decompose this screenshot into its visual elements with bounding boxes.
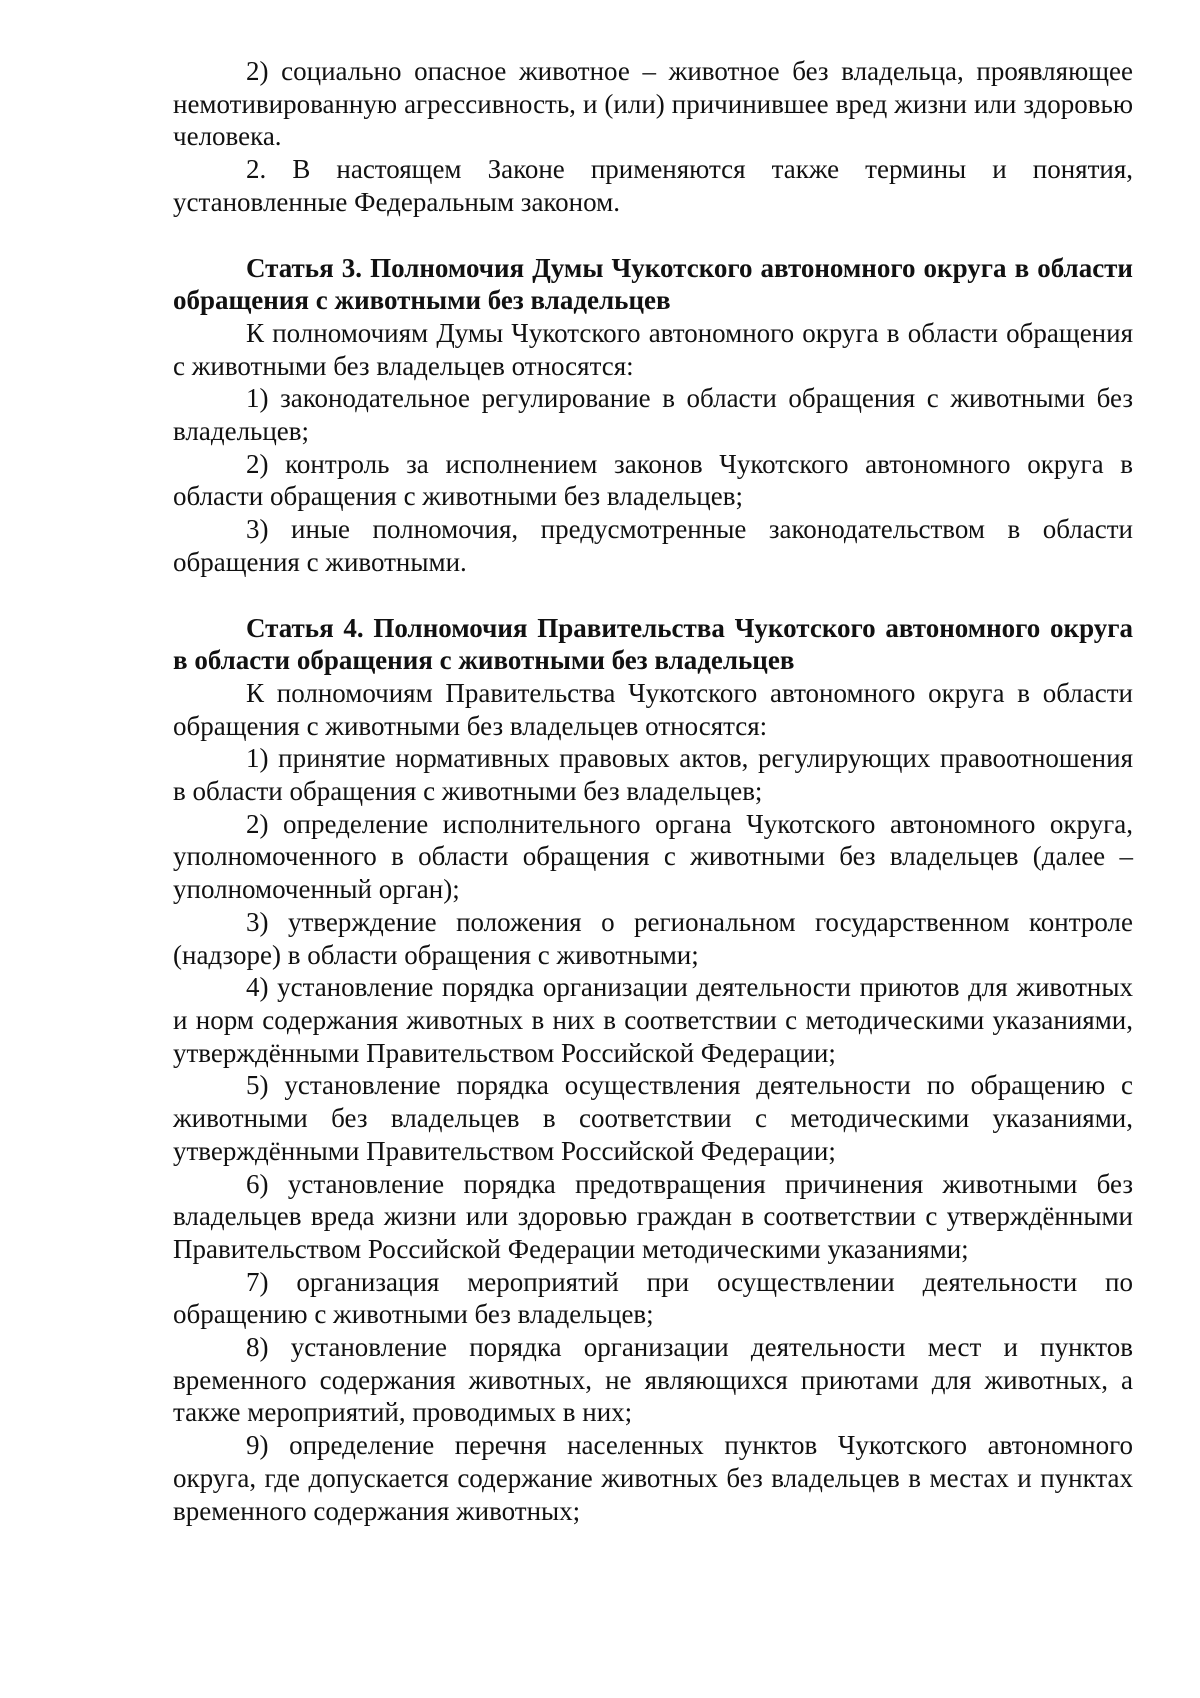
article-4-item-7: 7) организация мероприятий при осуществлении деятельности по обращению с животными без владельцев;: [173, 1266, 1133, 1330]
article-4-item-4: 4) установление порядка организации деятельности приютов для животных и норм содержания животных в них в соответствии с методическими указаниями, утверждёнными Правительством Российской Федерации;: [173, 972, 1133, 1068]
article-4-heading: Статья 4. Полномочия Правительства Чукотского автономного округа в области обращения с животными без владельцев: [173, 612, 1133, 676]
article-4-item-6: 6) установление порядка предотвращения причинения животными без владельцев вреда жизни или здоровью граждан в соответствии с утверждёнными Правительством Российской Федерации методическими указаниями;: [173, 1168, 1133, 1264]
article-4-item-5: 5) установление порядка осуществления деятельности по обращению с животными без владельцев в соответствии с методическими указаниями, утверждёнными Правительством Российской Федерации;: [173, 1070, 1133, 1166]
article-3-item-1: 1) законодательное регулирование в области обращения с животными без владельцев;: [173, 383, 1133, 447]
article-4-item-3: 3) утверждение положения о региональном государственном контроле (надзоре) в области обращения с животными;: [173, 906, 1133, 970]
article-3-item-3: 3) иные полномочия, предусмотренные законодательством в области обращения с животными.: [173, 514, 1133, 577]
article-4-item-2: 2) определение исполнительного органа Чукотского автономного округа, уполномоченного в области обращения с животными без владельцев (далее – уполномоченный орган);: [173, 808, 1133, 905]
section-spacer: [173, 579, 1133, 612]
article-4-item-1: 1) принятие нормативных правовых актов, регулирующих правоотношения в области обращения с животными без владельцев;: [173, 743, 1133, 807]
document-page: [173, 55, 1133, 1527]
article-4-item-8: 8) установление порядка организации деятельности мест и пунктов временного содержания животных, не являющихся приютами для животных, а также мероприятий, проводимых в них;: [173, 1332, 1133, 1428]
article-4-intro: К полномочиям Правительства Чукотского автономного округа в области обращения с животными без владельцев относятся:: [173, 677, 1133, 741]
article-3-heading: Статья 3. Полномочия Думы Чукотского автономного округа в области обращения с животными без владельцев: [173, 252, 1133, 316]
article-4-item-9: 9) определение перечня населенных пунктов Чукотского автономного округа, где допускается содержание животных без владельцев в местах и пунктах временного содержания животных;: [173, 1430, 1133, 1526]
article-3-intro: К полномочиям Думы Чукотского автономного округа в области обращения с животными без владельцев относятся:: [173, 317, 1133, 381]
article-3-item-2: 2) контроль за исполнением законов Чукотского автономного округа в области обращения с животными без владельцев;: [173, 448, 1133, 512]
clause-2-terms: 2. В настоящем Законе применяются также термины и понятия, установленные Федеральным законом.: [173, 154, 1133, 217]
section-spacer: [173, 219, 1133, 252]
definition-item-2: 2) социально опасное животное – животное без владельца, проявляющее немотивированную агрессивность, и (или) причинившее вред жизни или здоровью человека.: [173, 56, 1133, 152]
